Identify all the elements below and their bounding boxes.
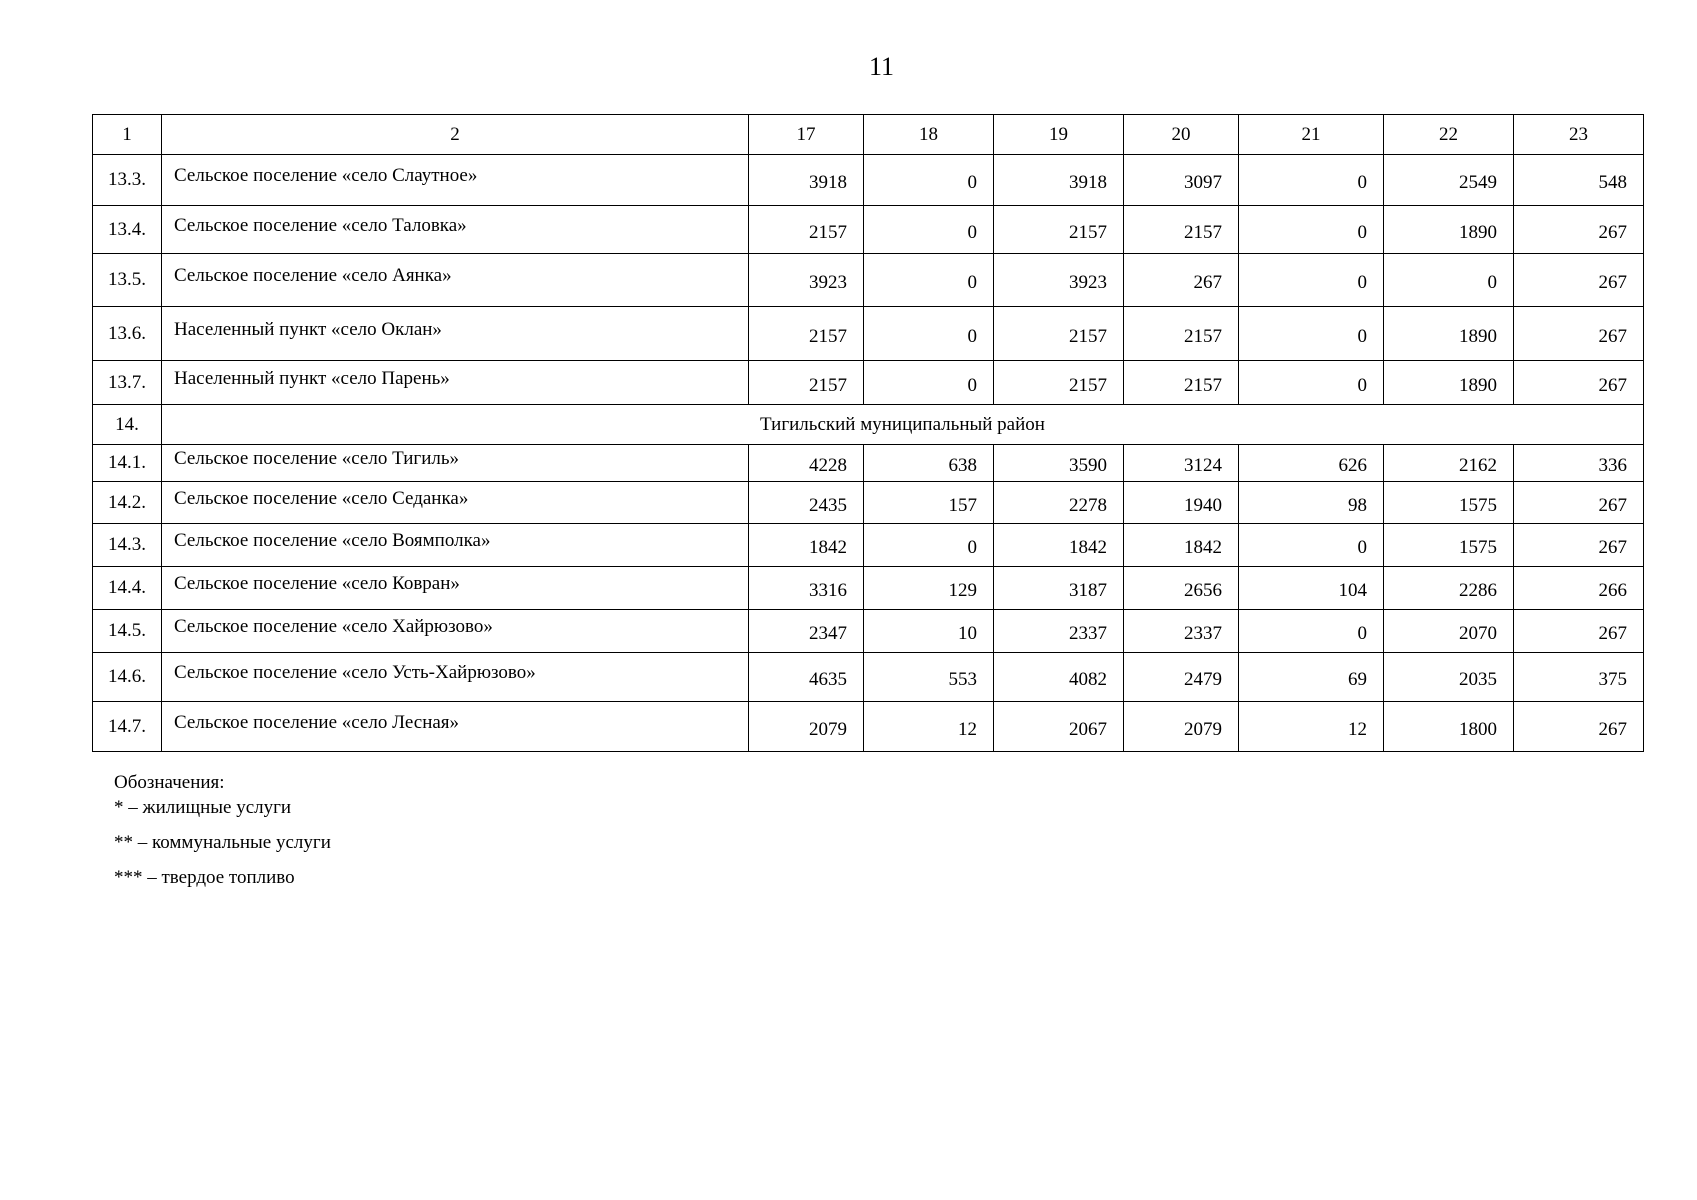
value: 0 bbox=[1357, 537, 1367, 558]
value: 2157 bbox=[1069, 374, 1107, 396]
value: 98 bbox=[1348, 494, 1367, 516]
value-cell bbox=[1239, 702, 1384, 752]
column-header: 18 bbox=[864, 115, 994, 155]
value: 0 bbox=[1487, 272, 1497, 293]
table-row bbox=[93, 206, 1644, 254]
row-number: 13.7. bbox=[93, 361, 162, 405]
value-cell bbox=[994, 702, 1124, 752]
column-header: 17 bbox=[749, 115, 864, 155]
value: 0 bbox=[967, 272, 977, 293]
table-body bbox=[93, 115, 1644, 752]
value: 1575 bbox=[1459, 494, 1497, 516]
value: 626 bbox=[1338, 455, 1367, 476]
value: 2157 bbox=[1184, 221, 1222, 243]
value: 1800 bbox=[1459, 718, 1497, 740]
value: 4635 bbox=[809, 669, 847, 690]
value: 2035 bbox=[1459, 669, 1497, 690]
value-cell bbox=[1239, 445, 1384, 482]
value: 3923 bbox=[1069, 272, 1107, 293]
value-cell bbox=[1384, 361, 1514, 405]
value-cell bbox=[1124, 702, 1239, 752]
value: 0 bbox=[967, 325, 977, 347]
value: 2157 bbox=[1069, 325, 1107, 347]
value: 3124 bbox=[1184, 455, 1222, 476]
table-row bbox=[93, 361, 1644, 405]
value-cell bbox=[1514, 567, 1644, 610]
row-number: 14.2. bbox=[93, 482, 162, 524]
value: 0 bbox=[1357, 325, 1367, 347]
value-cell bbox=[1239, 524, 1384, 567]
settlement-name: Сельское поселение «село Тигиль» bbox=[174, 448, 460, 469]
value-cell bbox=[1124, 567, 1239, 610]
value: 267 bbox=[1598, 537, 1627, 558]
row-number: 14.7. bbox=[93, 702, 162, 752]
settlement-name: Сельское поселение «село Слаутное» bbox=[174, 165, 478, 186]
row-number: 14.5. bbox=[93, 610, 162, 653]
value-cell bbox=[1514, 206, 1644, 254]
settlement-name-cell bbox=[162, 445, 749, 482]
value: 2157 bbox=[809, 221, 847, 243]
column-header: 2 bbox=[162, 115, 749, 155]
value-cell bbox=[864, 445, 994, 482]
value: 3187 bbox=[1069, 580, 1107, 601]
value-cell bbox=[1514, 610, 1644, 653]
value: 267 bbox=[1598, 325, 1627, 347]
value: 0 bbox=[1357, 272, 1367, 293]
row-number: 14.6. bbox=[93, 653, 162, 702]
value-cell bbox=[1384, 155, 1514, 206]
value-cell bbox=[1239, 361, 1384, 405]
value: 2157 bbox=[1184, 325, 1222, 347]
table-row bbox=[93, 653, 1644, 702]
table-row bbox=[93, 482, 1644, 524]
value-cell bbox=[864, 361, 994, 405]
value: 3918 bbox=[1069, 172, 1107, 193]
column-header: 23 bbox=[1514, 115, 1644, 155]
value: 2337 bbox=[1069, 623, 1107, 644]
value: 2162 bbox=[1459, 455, 1497, 476]
value-cell bbox=[1384, 482, 1514, 524]
settlement-name-cell bbox=[162, 610, 749, 653]
value-cell bbox=[1124, 206, 1239, 254]
value-cell bbox=[749, 567, 864, 610]
value: 0 bbox=[1357, 374, 1367, 396]
value: 375 bbox=[1598, 669, 1627, 690]
table-row bbox=[93, 307, 1644, 361]
data-table bbox=[92, 114, 1644, 752]
value-cell bbox=[749, 361, 864, 405]
value-cell bbox=[1384, 702, 1514, 752]
value-cell bbox=[749, 653, 864, 702]
value-cell bbox=[1384, 567, 1514, 610]
row-number: 14.4. bbox=[93, 567, 162, 610]
value-cell bbox=[864, 155, 994, 206]
value-cell bbox=[994, 206, 1124, 254]
value: 2656 bbox=[1184, 580, 1222, 601]
table-row bbox=[93, 445, 1644, 482]
section-title: Тигильский муниципальный район bbox=[162, 405, 1644, 445]
value-cell bbox=[1514, 361, 1644, 405]
value: 267 bbox=[1193, 272, 1222, 293]
settlement-name-cell bbox=[162, 361, 749, 405]
value: 104 bbox=[1338, 580, 1367, 601]
value-cell bbox=[1384, 206, 1514, 254]
value-cell bbox=[749, 206, 864, 254]
value-cell bbox=[864, 610, 994, 653]
value: 2157 bbox=[1069, 221, 1107, 243]
value: 336 bbox=[1598, 455, 1627, 476]
value-cell bbox=[1514, 482, 1644, 524]
value-cell bbox=[1124, 307, 1239, 361]
value-cell bbox=[994, 307, 1124, 361]
table-row bbox=[93, 155, 1644, 206]
table-row bbox=[93, 254, 1644, 307]
table-row bbox=[93, 610, 1644, 653]
column-header: 20 bbox=[1124, 115, 1239, 155]
legend-title: Обозначения: bbox=[114, 772, 225, 793]
value: 157 bbox=[948, 494, 977, 516]
value-cell bbox=[994, 653, 1124, 702]
settlement-name-cell bbox=[162, 524, 749, 567]
value-cell bbox=[1239, 155, 1384, 206]
value-cell bbox=[1514, 524, 1644, 567]
value: 267 bbox=[1598, 221, 1627, 243]
value-cell bbox=[1514, 307, 1644, 361]
column-header: 19 bbox=[994, 115, 1124, 155]
value: 69 bbox=[1348, 669, 1367, 690]
value: 3923 bbox=[809, 272, 847, 293]
settlement-name-cell bbox=[162, 206, 749, 254]
settlement-name: Населенный пункт «село Парень» bbox=[174, 367, 450, 389]
value-cell bbox=[1239, 206, 1384, 254]
value-cell bbox=[864, 206, 994, 254]
value-cell bbox=[1124, 361, 1239, 405]
value-cell bbox=[994, 254, 1124, 307]
value: 267 bbox=[1598, 718, 1627, 740]
value-cell bbox=[1239, 482, 1384, 524]
value: 3590 bbox=[1069, 455, 1107, 476]
row-number: 14. bbox=[93, 405, 162, 445]
value: 2479 bbox=[1184, 669, 1222, 690]
value-cell bbox=[1514, 445, 1644, 482]
value-cell bbox=[1239, 610, 1384, 653]
settlement-name-cell bbox=[162, 567, 749, 610]
legend bbox=[114, 772, 331, 902]
page-number: 11 bbox=[868, 52, 895, 81]
value-cell bbox=[749, 482, 864, 524]
settlement-name: Населенный пункт «село Оклан» bbox=[174, 318, 442, 340]
value-cell bbox=[1124, 653, 1239, 702]
value: 4228 bbox=[809, 455, 847, 476]
value: 2347 bbox=[809, 623, 847, 644]
value-cell bbox=[1124, 254, 1239, 307]
value: 0 bbox=[1357, 221, 1367, 243]
value: 3097 bbox=[1184, 172, 1222, 193]
settlement-name-cell bbox=[162, 254, 749, 307]
value: 2337 bbox=[1184, 623, 1222, 644]
value-cell bbox=[1124, 155, 1239, 206]
value: 2278 bbox=[1069, 494, 1107, 516]
value-cell bbox=[994, 482, 1124, 524]
value: 0 bbox=[967, 537, 977, 558]
value-cell bbox=[1384, 524, 1514, 567]
value-cell bbox=[1384, 445, 1514, 482]
value-cell bbox=[994, 445, 1124, 482]
value: 3918 bbox=[809, 172, 847, 193]
legend-item: ** – коммунальные услуги bbox=[114, 832, 331, 853]
value-cell bbox=[749, 610, 864, 653]
value-cell bbox=[749, 155, 864, 206]
value: 553 bbox=[948, 669, 977, 690]
settlement-name-cell bbox=[162, 653, 749, 702]
value: 0 bbox=[967, 221, 977, 243]
value-cell bbox=[864, 254, 994, 307]
value-cell bbox=[1124, 610, 1239, 653]
value: 0 bbox=[967, 374, 977, 396]
value: 3316 bbox=[809, 580, 847, 601]
settlement-name-cell bbox=[162, 482, 749, 524]
value-cell bbox=[749, 445, 864, 482]
value: 266 bbox=[1598, 580, 1627, 601]
row-number: 14.1. bbox=[93, 445, 162, 482]
value-cell bbox=[1514, 702, 1644, 752]
value: 2157 bbox=[809, 374, 847, 396]
value-cell bbox=[749, 254, 864, 307]
row-number: 13.6. bbox=[93, 307, 162, 361]
value-cell bbox=[864, 567, 994, 610]
value-cell bbox=[1514, 653, 1644, 702]
settlement-name: Сельское поселение «село Воямполка» bbox=[174, 530, 491, 551]
value: 0 bbox=[967, 172, 977, 193]
value-cell bbox=[994, 155, 1124, 206]
value: 267 bbox=[1598, 374, 1627, 396]
value-cell bbox=[1239, 653, 1384, 702]
value-cell bbox=[864, 482, 994, 524]
value: 2157 bbox=[809, 325, 847, 347]
value: 2067 bbox=[1069, 718, 1107, 740]
value: 10 bbox=[958, 623, 977, 644]
value: 548 bbox=[1598, 172, 1627, 193]
value: 2079 bbox=[809, 718, 847, 740]
settlement-name-cell bbox=[162, 702, 749, 752]
value: 4082 bbox=[1069, 669, 1107, 690]
value-cell bbox=[1384, 610, 1514, 653]
data-table-container bbox=[92, 114, 1639, 752]
value: 1575 bbox=[1459, 537, 1497, 558]
value-cell bbox=[1514, 254, 1644, 307]
value-cell bbox=[749, 307, 864, 361]
column-header: 1 bbox=[93, 115, 162, 155]
settlement-name: Сельское поселение «село Ковран» bbox=[174, 573, 460, 594]
settlement-name: Сельское поселение «село Аянка» bbox=[174, 265, 452, 286]
value: 638 bbox=[948, 455, 977, 476]
value: 129 bbox=[948, 580, 977, 601]
settlement-name: Сельское поселение «село Усть-Хайрюзово» bbox=[174, 662, 536, 683]
value: 267 bbox=[1598, 623, 1627, 644]
row-number: 13.4. bbox=[93, 206, 162, 254]
value: 2070 bbox=[1459, 623, 1497, 644]
value-cell bbox=[1384, 254, 1514, 307]
value-cell bbox=[1124, 524, 1239, 567]
value-cell bbox=[749, 702, 864, 752]
settlement-name: Сельское поселение «село Седанка» bbox=[174, 487, 469, 509]
value: 2549 bbox=[1459, 172, 1497, 193]
value: 0 bbox=[1357, 172, 1367, 193]
value-cell bbox=[1514, 155, 1644, 206]
value: 267 bbox=[1598, 272, 1627, 293]
value-cell bbox=[1384, 307, 1514, 361]
legend-item: * – жилищные услуги bbox=[114, 797, 292, 818]
value-cell bbox=[1124, 482, 1239, 524]
value-cell bbox=[1239, 254, 1384, 307]
value-cell bbox=[994, 610, 1124, 653]
value-cell bbox=[864, 307, 994, 361]
legend-item: *** – твердое топливо bbox=[114, 867, 295, 888]
value-cell bbox=[749, 524, 864, 567]
value: 12 bbox=[958, 718, 977, 740]
value: 1890 bbox=[1459, 325, 1497, 347]
value: 1890 bbox=[1459, 374, 1497, 396]
value: 267 bbox=[1598, 494, 1627, 516]
table-row bbox=[93, 524, 1644, 567]
value-cell bbox=[994, 361, 1124, 405]
settlement-name-cell bbox=[162, 155, 749, 206]
value: 1842 bbox=[1184, 537, 1222, 558]
value-cell bbox=[1239, 307, 1384, 361]
settlement-name: Сельское поселение «село Таловка» bbox=[174, 214, 467, 236]
value: 2079 bbox=[1184, 718, 1222, 740]
value-cell bbox=[994, 524, 1124, 567]
value-cell bbox=[1124, 445, 1239, 482]
value-cell bbox=[864, 702, 994, 752]
settlement-name: Сельское поселение «село Хайрюзово» bbox=[174, 616, 493, 637]
value: 1842 bbox=[809, 537, 847, 558]
column-header: 22 bbox=[1384, 115, 1514, 155]
value: 2286 bbox=[1459, 580, 1497, 601]
value: 2435 bbox=[809, 494, 847, 516]
value-cell bbox=[1239, 567, 1384, 610]
value-cell bbox=[994, 567, 1124, 610]
value: 1842 bbox=[1069, 537, 1107, 558]
value-cell bbox=[864, 524, 994, 567]
row-number: 14.3. bbox=[93, 524, 162, 567]
settlement-name: Сельское поселение «село Лесная» bbox=[174, 711, 460, 733]
table-header-row bbox=[93, 115, 1644, 155]
table-row bbox=[93, 702, 1644, 752]
section-row bbox=[93, 405, 1644, 445]
column-header: 21 bbox=[1239, 115, 1384, 155]
row-number: 13.3. bbox=[93, 155, 162, 206]
value-cell bbox=[1384, 653, 1514, 702]
value: 0 bbox=[1357, 623, 1367, 644]
value: 1940 bbox=[1184, 494, 1222, 516]
table-row bbox=[93, 567, 1644, 610]
value: 2157 bbox=[1184, 374, 1222, 396]
settlement-name-cell bbox=[162, 307, 749, 361]
value: 12 bbox=[1348, 718, 1367, 740]
value: 1890 bbox=[1459, 221, 1497, 243]
value-cell bbox=[864, 653, 994, 702]
row-number: 13.5. bbox=[93, 254, 162, 307]
